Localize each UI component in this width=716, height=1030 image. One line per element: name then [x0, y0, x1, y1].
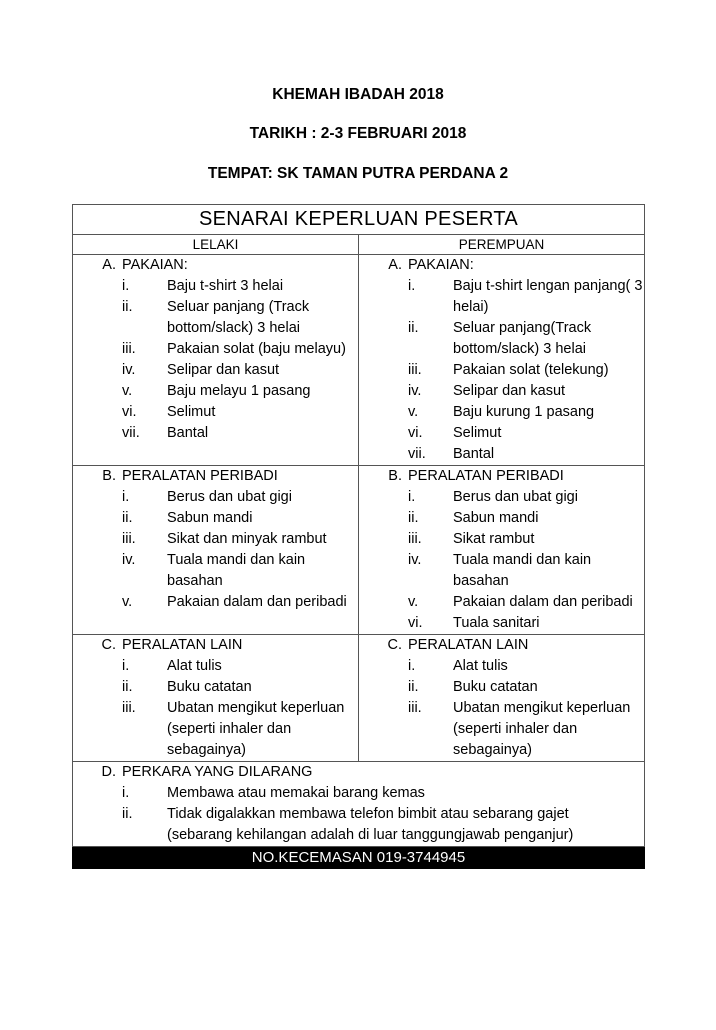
item-numeral: iv. [408, 552, 422, 568]
column-header-female: PEREMPUAN [359, 235, 645, 255]
item-text: Pakaian solat (baju melayu) [167, 341, 346, 357]
section-cell [73, 635, 359, 762]
item-text: Baju t-shirt 3 helai [167, 278, 284, 294]
list-item [359, 402, 644, 423]
item-numeral: iii. [122, 341, 136, 357]
column-header-male: LELAKI [73, 235, 359, 255]
list-item [359, 529, 644, 550]
item-text: Baju kurung 1 pasang [453, 404, 595, 420]
section-title: PERALATAN LAIN [408, 637, 529, 653]
item-numeral: i. [122, 785, 130, 801]
item-numeral: v. [408, 594, 419, 610]
list-item [359, 677, 644, 698]
item-text: Pakaian dalam dan peribadi [453, 594, 633, 610]
item-text: Buku catatan [453, 679, 538, 695]
section-cell [359, 255, 645, 466]
section-letter: B. [388, 468, 402, 484]
item-text: Bantal [453, 446, 495, 462]
item-numeral: i. [408, 658, 416, 674]
list-item [73, 402, 358, 423]
item-text: Tuala sanitari [453, 615, 540, 631]
list-item [359, 592, 644, 613]
item-text: Pakaian solat (telekung) [453, 362, 609, 378]
item-numeral: iii. [122, 531, 136, 547]
item-numeral: ii. [408, 510, 419, 526]
item-numeral: v. [408, 404, 419, 420]
list-item [73, 592, 358, 613]
section-cell [359, 466, 645, 635]
item-numeral: ii. [408, 679, 419, 695]
section-letter: C. [387, 637, 402, 653]
item-numeral: v. [122, 383, 133, 399]
section-letter: D. [101, 764, 116, 780]
list-item [359, 381, 644, 402]
item-numeral: iii. [408, 531, 422, 547]
list-item [73, 677, 358, 698]
section-letter: A. [102, 257, 116, 273]
list-item [73, 698, 358, 761]
section-letter: A. [388, 257, 402, 273]
item-text: Ubatan mengikut keperluan (seperti inhaler dan sebagainya) [167, 700, 345, 758]
requirements-table [72, 204, 645, 869]
item-text: Sikat dan minyak rambut [167, 531, 327, 547]
section-cell [73, 255, 359, 466]
item-numeral: v. [122, 594, 133, 610]
section-cell [73, 762, 645, 847]
item-numeral: iv. [122, 362, 136, 378]
item-text: Baju t-shirt lengan panjang( 3 helai) [453, 278, 643, 315]
list-item [359, 656, 644, 677]
section-heading [359, 255, 644, 276]
item-text: Seluar panjang (Track bottom/slack) 3 helai [167, 299, 310, 336]
item-text: Selimut [167, 404, 216, 420]
item-text: Tuala mandi dan kain basahan [453, 552, 592, 589]
list-item [359, 423, 644, 444]
list-item [73, 783, 644, 804]
item-text: Bantal [167, 425, 209, 441]
item-numeral: vi. [408, 615, 423, 631]
list-item [359, 613, 644, 634]
item-text: Sabun mandi [453, 510, 539, 526]
item-text: Ubatan mengikut keperluan (seperti inhaler dan sebagainya) [453, 700, 631, 758]
item-text: Sabun mandi [167, 510, 253, 526]
list-item [73, 339, 358, 360]
emergency-number: NO.KECEMASAN 019-3744945 [73, 847, 645, 869]
list-item [73, 804, 644, 846]
item-numeral: vi. [122, 404, 137, 420]
list-item [359, 487, 644, 508]
item-numeral: iv. [122, 552, 136, 568]
item-text: Pakaian dalam dan peribadi [167, 594, 347, 610]
item-text: Berus dan ubat gigi [167, 489, 292, 505]
item-text: Alat tulis [453, 658, 508, 674]
item-numeral: i. [408, 278, 416, 294]
section-heading [73, 635, 358, 656]
item-numeral: ii. [122, 806, 133, 822]
item-text: Selipar dan kasut [167, 362, 280, 378]
list-item [73, 423, 358, 444]
item-text: Buku catatan [167, 679, 252, 695]
table-title: SENARAI KEPERLUAN PESERTA [73, 205, 645, 235]
item-numeral: i. [122, 489, 130, 505]
section-heading [73, 466, 358, 487]
list-item [73, 550, 358, 592]
item-numeral: i. [122, 658, 130, 674]
item-text: Membawa atau memakai barang kemas [167, 785, 425, 801]
section-letter: B. [102, 468, 116, 484]
section-title: PERALATAN PERIBADI [122, 468, 278, 484]
item-numeral: vii. [122, 425, 140, 441]
section-letter: C. [101, 637, 116, 653]
document-title: KHEMAH IBADAH 2018 [272, 86, 444, 103]
item-text: Seluar panjang(Track bottom/slack) 3 helai [453, 320, 592, 357]
item-numeral: ii. [122, 299, 133, 315]
list-item [359, 444, 644, 465]
item-text: Tidak digalakkan membawa telefon bimbit atau sebarang gajet (sebarang kehilangan adalah di luar tanggungjawab penganjur) [167, 806, 574, 843]
section-heading [359, 466, 644, 487]
item-text: Selimut [453, 425, 502, 441]
list-item [359, 276, 644, 318]
list-item [359, 698, 644, 761]
section-title: PERKARA YANG DILARANG [122, 764, 313, 780]
list-item [73, 487, 358, 508]
item-numeral: ii. [408, 320, 419, 336]
list-item [73, 276, 358, 297]
item-text: Selipar dan kasut [453, 383, 566, 399]
event-date: TARIKH : 2-3 FEBRUARI 2018 [249, 125, 467, 142]
item-text: Sikat rambut [453, 531, 535, 547]
list-item [73, 381, 358, 402]
section-title: PAKAIAN: [122, 257, 188, 273]
list-item [359, 360, 644, 381]
list-item [73, 656, 358, 677]
list-item [359, 318, 644, 360]
item-numeral: i. [122, 278, 130, 294]
section-title: PERALATAN LAIN [122, 637, 243, 653]
section-title: PERALATAN PERIBADI [408, 468, 564, 484]
item-numeral: i. [408, 489, 416, 505]
list-item [359, 508, 644, 529]
event-venue: TEMPAT: SK TAMAN PUTRA PERDANA 2 [207, 165, 509, 182]
item-numeral: iv. [408, 383, 422, 399]
item-numeral: vi. [408, 425, 423, 441]
list-item [73, 508, 358, 529]
item-text: Tuala mandi dan kain basahan [167, 552, 306, 589]
list-item [73, 360, 358, 381]
list-item [73, 529, 358, 550]
item-text: Baju melayu 1 pasang [167, 383, 311, 399]
item-numeral: ii. [122, 679, 133, 695]
item-numeral: iii. [408, 700, 422, 716]
section-heading [359, 635, 644, 656]
item-text: Berus dan ubat gigi [453, 489, 578, 505]
item-numeral: ii. [122, 510, 133, 526]
item-text: Alat tulis [167, 658, 222, 674]
list-item [359, 550, 644, 592]
section-heading [73, 762, 644, 783]
list-item [73, 297, 358, 339]
section-cell [359, 635, 645, 762]
item-numeral: vii. [408, 446, 426, 462]
item-numeral: iii. [122, 700, 136, 716]
item-numeral: iii. [408, 362, 422, 378]
section-title: PAKAIAN: [408, 257, 474, 273]
section-cell [73, 466, 359, 635]
section-heading [73, 255, 358, 276]
